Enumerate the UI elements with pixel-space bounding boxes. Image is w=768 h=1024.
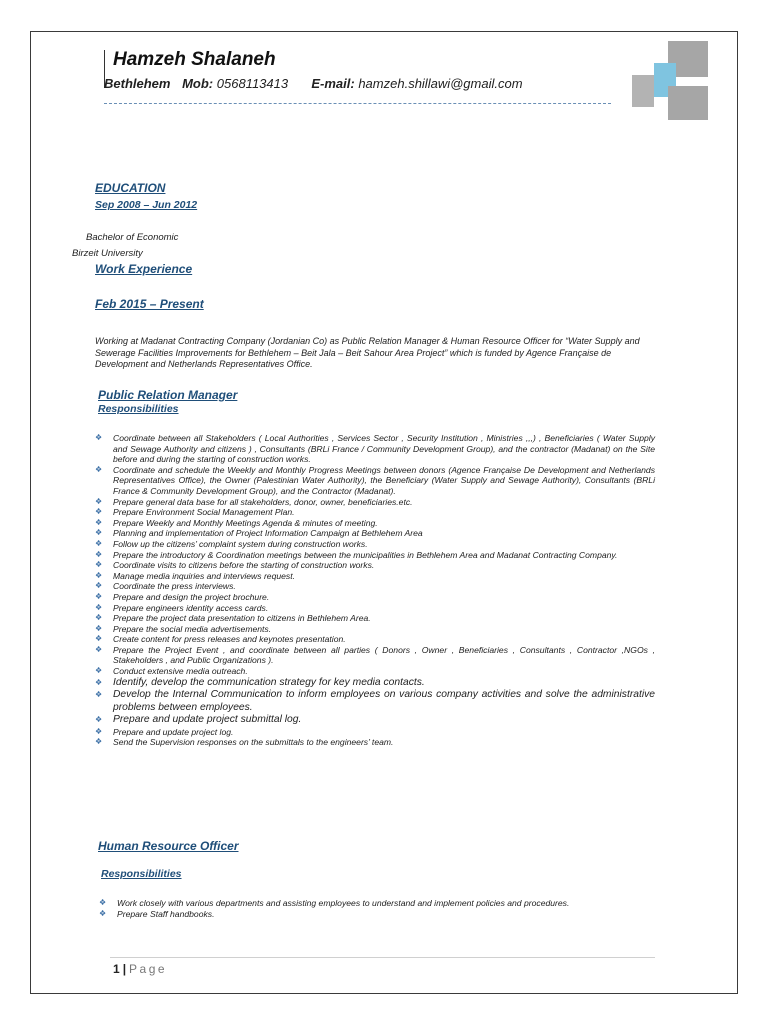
page-number: 1 (113, 962, 120, 976)
list-item-text: Planning and implementation of Project Information Campaign at Bethlehem Area (113, 528, 423, 539)
hr-responsibilities-list (99, 898, 655, 919)
list-item (95, 677, 655, 690)
email-address[interactable]: hamzeh.shillawi@gmail.com (358, 76, 523, 91)
bullet-icon: ❖ (95, 581, 103, 591)
list-item (95, 634, 655, 645)
education-dates: Sep 2008 – Jun 2012 (95, 199, 198, 211)
list-item-text: Prepare general data base for all stakeholders, donor, owner, beneficiaries.etc. (113, 496, 413, 507)
list-item-text: Prepare and update project submittal log. (113, 714, 302, 726)
list-item-text: Follow up the citizens’ complaint system during construction works. (113, 538, 368, 549)
bullet-icon: ❖ (95, 634, 103, 644)
work-description: Working at Madanat Contracting Company (Jordanian Co) as Public Relation Manager & Human Resource Officer for “Water Supply and Sewerage Facilities Improvements for Bethlehem – Beit Jala – Beit Sahour Area Project” which is funded by Agence Française de Development and Netherlands Representatives Office. (95, 336, 640, 369)
bullet-icon: ❖ (95, 528, 103, 538)
education-heading: EDUCATION (95, 181, 166, 195)
bullet-icon: ❖ (95, 549, 103, 559)
list-item-text: Coordinate the press interviews. (113, 581, 236, 592)
list-item-text: Coordinate and schedule the Weekly and Monthly Progress Meetings between donors (Agence Française De Development and Netherlands Representatives Office), the Owner (Palestinian Water Authority), the Beneficiary (Water Supply and Sewage Authority), Consultants (BRLi France & Community Development Group), and the Contractor (Madanat). (113, 464, 655, 496)
list-item (95, 581, 655, 592)
list-item (95, 528, 655, 539)
list-item (95, 592, 655, 603)
list-item-text: Prepare Staff handbooks. (117, 908, 215, 919)
list-item (95, 727, 655, 738)
hr-responsibilities-label: Responsibilities (101, 868, 182, 880)
bullet-icon: ❖ (95, 690, 103, 700)
list-item-text: Send the Supervision responses on the submittals to the engineers’ team. (113, 737, 394, 748)
header-divider (104, 103, 611, 104)
page-label: Page (129, 962, 168, 976)
education-degree: Bachelor of Economic (86, 232, 179, 243)
list-item-text: Identify, develop the communication strategy for key media contacts. (113, 676, 425, 688)
bullet-icon: ❖ (99, 898, 107, 907)
page-footer (113, 962, 167, 976)
list-item (95, 497, 655, 508)
list-item-text: Prepare the project data presentation to citizens in Bethlehem Area. (113, 613, 371, 624)
bullet-icon: ❖ (95, 507, 103, 517)
education-school: Birzeit University (72, 248, 143, 259)
city: Bethlehem (104, 76, 171, 91)
list-item-text: Prepare the Project Event , and coordinate between all parties ( Donors , Owner , Beneficiaries , Consultants , Contractor ,NGOs , Stakeholders , and Public Organizations ). (113, 644, 655, 666)
bullet-icon: ❖ (95, 538, 103, 548)
list-item (99, 898, 655, 909)
email-label: E-mail: (311, 76, 355, 91)
bullet-icon: ❖ (95, 464, 103, 474)
bullet-icon: ❖ (95, 666, 103, 676)
list-item (95, 689, 655, 714)
deco-square-bottom (668, 86, 708, 120)
list-item (95, 645, 655, 666)
list-item-text: Develop the Internal Communication to inform employees on various company activities and solve the administrative problems between employees. (113, 689, 655, 713)
list-item-text: Prepare the social media advertisements. (113, 623, 272, 634)
list-item-text: Conduct extensive media outreach. (113, 666, 248, 677)
bullet-icon: ❖ (95, 560, 103, 570)
bullet-icon: ❖ (95, 715, 103, 725)
footer-divider (110, 957, 655, 958)
pr-responsibilities-list (95, 433, 655, 748)
list-item (99, 909, 655, 920)
hr-title: Human Resource Officer (98, 839, 239, 853)
bullet-icon: ❖ (95, 677, 103, 687)
bullet-icon: ❖ (95, 591, 103, 601)
candidate-name: Hamzeh Shalaneh (113, 49, 276, 70)
bullet-icon: ❖ (95, 570, 103, 580)
bullet-icon: ❖ (95, 737, 103, 747)
bullet-icon: ❖ (95, 726, 103, 736)
list-item-text: Prepare and update project log. (113, 726, 234, 737)
list-item-text: Prepare engineers identity access cards. (113, 602, 269, 613)
list-item (95, 666, 655, 677)
bullet-icon: ❖ (95, 517, 103, 527)
list-item (95, 571, 655, 582)
list-item (95, 613, 655, 624)
pr-title: Public Relation Manager (98, 388, 238, 402)
list-item-text: Prepare the introductory & Coordination meetings between the municipalities in Bethlehem Area and Madanat Contracting Company. (113, 549, 618, 560)
list-item-text: Manage media inquiries and interviews request. (113, 570, 296, 581)
list-item (95, 433, 655, 465)
deco-square-left (632, 75, 654, 107)
pr-responsibilities-label: Responsibilities (98, 403, 179, 415)
bullet-icon: ❖ (95, 602, 103, 612)
list-item (95, 624, 655, 635)
work-experience-heading: Work Experience (95, 262, 193, 276)
list-item-text: Prepare and design the project brochure. (113, 591, 270, 602)
list-item-text: Coordinate between all Stakeholders ( Local Authorities , Services Sector , Security Institution , Ministries ,,,) , Beneficiaries ( Water Supply and Sewage Authority and citizens ) , Consultants (BRLi France / Community Development Group), and the contractor (Madanat) on the Site before and during the starting of construction works. (113, 433, 655, 465)
list-item (95, 465, 655, 497)
list-item (95, 737, 655, 748)
list-item (95, 603, 655, 614)
bullet-icon: ❖ (95, 623, 103, 633)
work-dates: Feb 2015 – Present (95, 297, 204, 311)
list-item-text: Work closely with various departments and assisting employees to understand and implement policies and procedures. (117, 898, 570, 908)
list-item-text: Prepare Weekly and Monthly Meetings Agenda & minutes of meeting. (113, 517, 378, 528)
bullet-icon: ❖ (99, 908, 107, 918)
list-item (95, 714, 655, 727)
list-item-text: Prepare Environment Social Management Plan. (113, 507, 295, 518)
bullet-icon: ❖ (95, 613, 103, 623)
bullet-icon: ❖ (95, 433, 103, 442)
list-item (95, 539, 655, 550)
mobile-number: 0568113413 (216, 76, 289, 91)
decorative-squares-icon (628, 38, 710, 124)
list-item-text: Coordinate visits to citizens before the starting of construction works. (113, 560, 375, 571)
list-item (95, 507, 655, 518)
list-item (95, 518, 655, 529)
footer-divider-glyph: | (122, 962, 127, 976)
list-item (95, 550, 655, 561)
list-item (95, 560, 655, 571)
mobile-label: Mob: (182, 76, 214, 91)
contact-line (104, 76, 523, 91)
bullet-icon: ❖ (95, 496, 103, 506)
list-item-text: Create content for press releases and keynotes presentation. (113, 634, 346, 645)
bullet-icon: ❖ (95, 644, 103, 654)
